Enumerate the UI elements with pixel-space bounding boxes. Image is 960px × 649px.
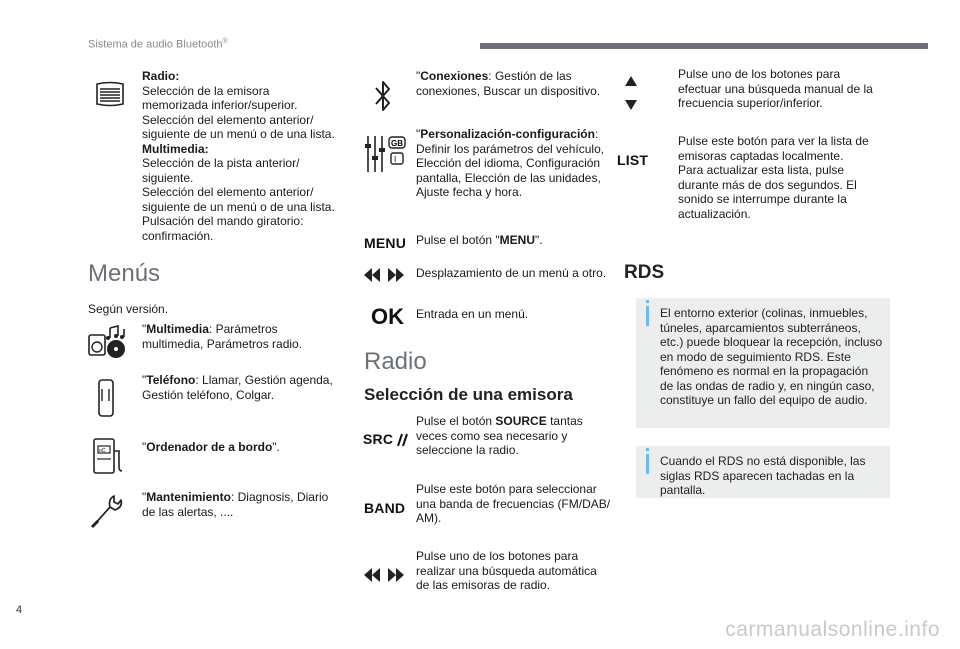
info-icon xyxy=(646,300,649,303)
src-button-icon: SRC xyxy=(363,431,408,447)
band-button-label: BAND xyxy=(364,500,406,516)
header-title: Sistema de audio Bluetooth® xyxy=(88,38,228,51)
radio-heading: Radio xyxy=(364,348,427,375)
rds-unavailable-text: Cuando el RDS no está disponible, las siglas RDS aparecen tachadas en la pantalla. xyxy=(660,454,866,497)
menu-button-label: MENU xyxy=(364,235,407,251)
radio-multimedia-description: Radio: Selección de la emisora memorizada inferior/superior. Selección del elemento anterior/ siguiente de un menú o de una lista. Multimedia: Selección de la pista anterior/ siguiente. Selección del elemento anterior/ siguiente de un menú o de una lista. Pulsación del mando giratorio: confirmación. xyxy=(142,69,335,243)
seek-arrows-icon xyxy=(362,565,406,585)
navigation-description: Desplazamiento de un menú a otro. xyxy=(416,266,607,280)
list-button-label: LIST xyxy=(617,152,649,168)
info-bar xyxy=(646,454,649,474)
rds-unavailable-note xyxy=(636,446,890,498)
svg-text:I: I xyxy=(394,155,397,164)
menu-item-connections: "Conexiones: Gestión de las conexiones, Buscar un dispositivo. xyxy=(416,69,601,98)
rds-note-text: El entorno exterior (colinas, inmuebles, túneles, aparcamientos subterráneos, etc.) puede bloquear la recepción, incluso en modo de seguimiento RDS. Este fenómeno es normal en la propagación de las ondas de radio y, en ningún caso, constituye un fallo del equipo de audio. xyxy=(660,306,883,407)
left-right-arrows-icon xyxy=(362,265,406,285)
manual-search-description: Pulse uno de los botones para efectuar una búsqueda manual de la frecuencia superior/inferior. xyxy=(678,67,873,110)
settings-sliders-icon xyxy=(364,134,408,174)
multimedia-icon xyxy=(88,325,132,359)
menu-item-trip-computer: "Ordenador de a bordo". xyxy=(142,440,280,454)
menu-item-maintenance: "Mantenimiento: Diagnosis, Diario de las alertas, .... xyxy=(142,490,329,519)
phone-icon xyxy=(96,378,116,418)
info-icon xyxy=(646,448,649,451)
up-down-arrows-icon xyxy=(622,75,640,111)
page-number: 4 xyxy=(16,604,23,616)
rds-heading: RDS xyxy=(624,262,665,283)
info-bar xyxy=(646,306,649,326)
ok-button-description: Entrada en un menú. xyxy=(416,307,529,321)
bluetooth-icon xyxy=(372,78,394,114)
svg-text:GB: GB xyxy=(391,139,403,148)
ok-button-label: OK xyxy=(371,304,404,329)
menu-item-multimedia: "Multimedia: Parámetros multimedia, Parámetros radio. xyxy=(142,322,303,351)
rds-info-note xyxy=(636,298,890,428)
menu-item-phone: "Teléfono: Llamar, Gestión agenda, Gestión teléfono, Colgar. xyxy=(142,373,333,402)
wrench-icon xyxy=(90,493,124,529)
watermark: carmanualsonline.info xyxy=(725,618,940,641)
rotary-knob-icon xyxy=(94,80,126,108)
list-description: Pulse este botón para ver la lista de emisoras captadas localmente. Para actualizar esta lista, pulse durante más de dos segundos. El sonido se interrumpe durante la actualización. xyxy=(678,134,869,221)
header-bar xyxy=(480,43,928,49)
menu-item-personalization: "Personalización-configuración: Definir los parámetros del vehículo, Elección del idioma, Configuración pantalla, Elección de las unidades, Ajuste fecha y hora. xyxy=(416,127,605,199)
menus-heading: Menús xyxy=(88,260,161,287)
trip-computer-icon xyxy=(92,437,124,475)
src-description: Pulse el botón SOURCE tantas veces como sea necesario y seleccione la radio. xyxy=(416,414,583,457)
band-description: Pulse este botón para seleccionar una banda de frecuencias (FM/DAB/ AM). xyxy=(416,482,611,525)
svg-text:oC: oC xyxy=(99,448,106,454)
menu-button-description: Pulse el botón "MENU". xyxy=(416,233,543,247)
version-note: Según versión. xyxy=(88,302,169,316)
seek-description: Pulse uno de los botones para realizar una búsqueda automática de las emisoras de radio. xyxy=(416,549,597,592)
station-selection-heading: Selección de una emisora xyxy=(364,385,573,404)
